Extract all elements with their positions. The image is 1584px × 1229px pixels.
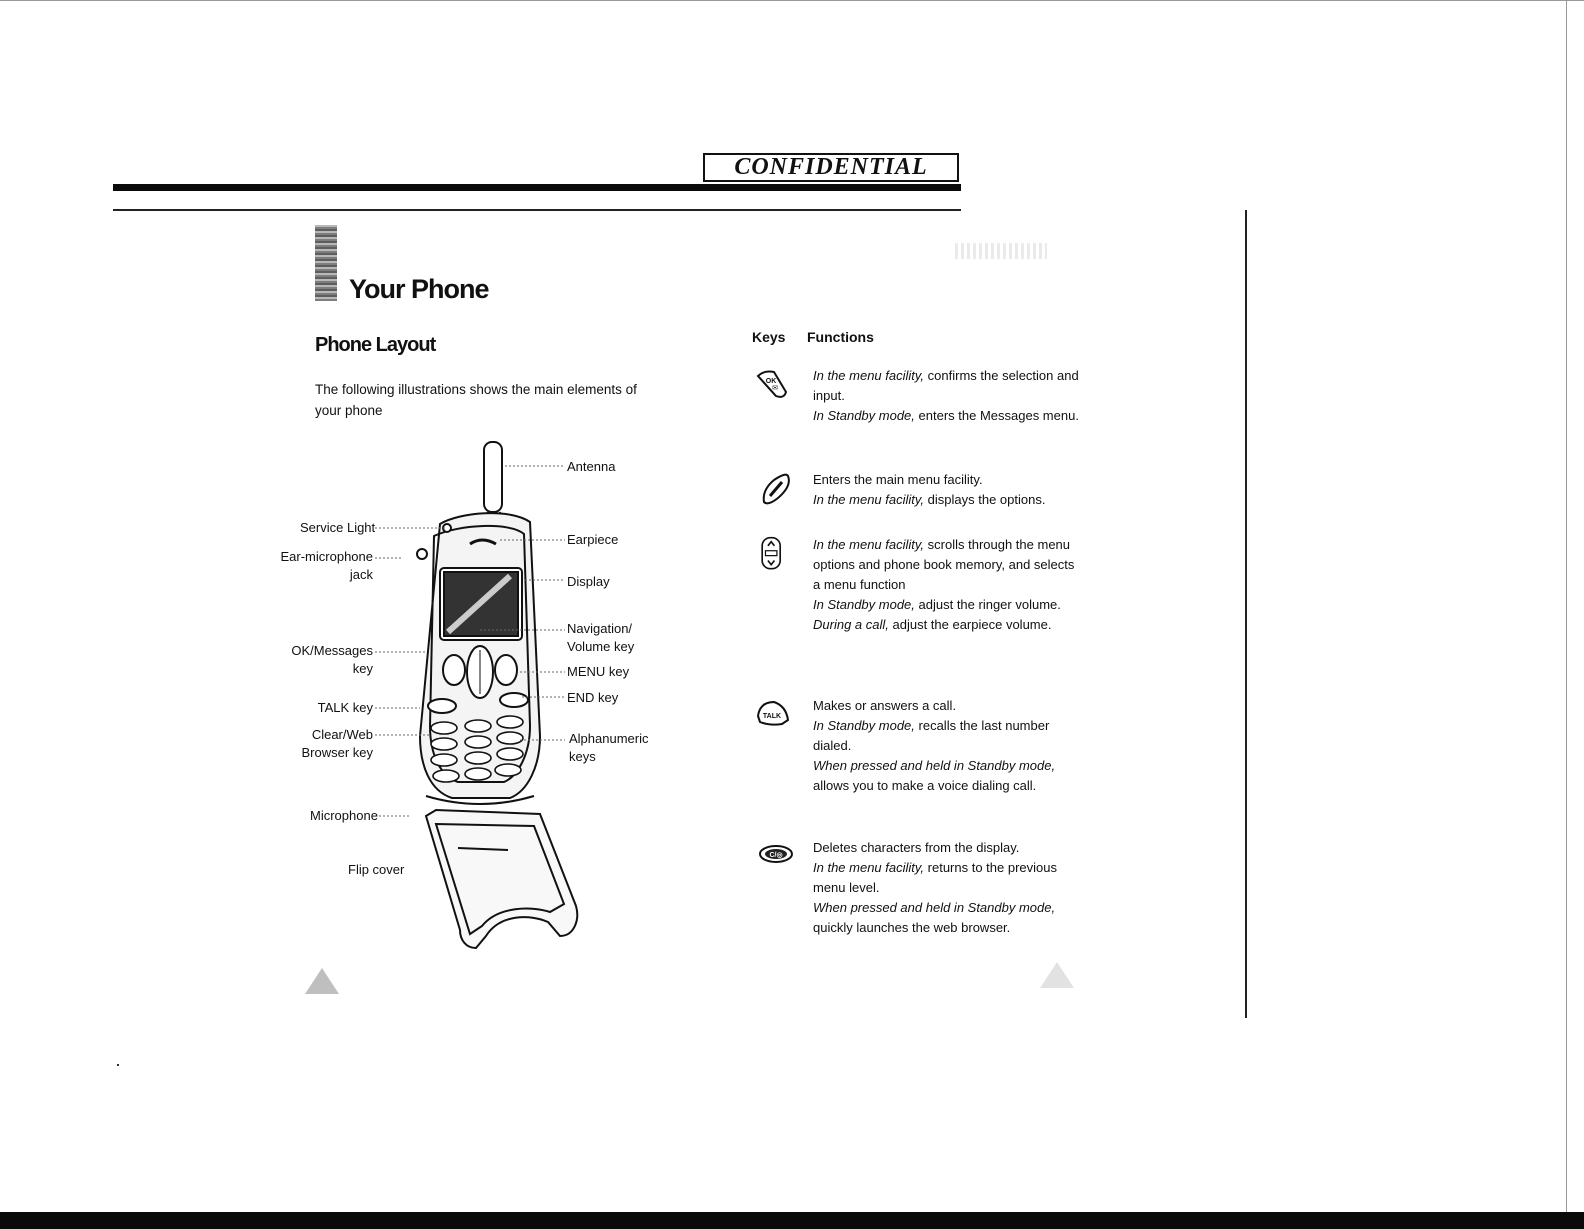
ok-key-glyph-line2: ✉ [772, 385, 778, 392]
label-nav-line1: Navigation/ [567, 621, 633, 636]
function-row-talk [813, 696, 1083, 796]
function-line: During a call, adjust the earpiece volume. [813, 617, 1052, 632]
label-talk-key: TALK key [317, 700, 373, 715]
page-title: Your Phone [349, 274, 489, 304]
function-row-menu [813, 470, 1083, 510]
label-flip-cover: Flip cover [348, 862, 405, 877]
section-subheading: Phone Layout [315, 334, 436, 356]
function-line: In Standby mode, adjust the ringer volume. [813, 597, 1061, 612]
label-ear-mic-line1: Ear-microphone [280, 549, 373, 564]
menu-key-icon [758, 472, 794, 508]
faint-triangle-icon [1040, 962, 1074, 988]
label-ok-line2: key [352, 661, 373, 676]
label-earpiece: Earpiece [567, 532, 619, 547]
scan-artifact [955, 243, 1047, 259]
header-rule-thick [113, 184, 961, 191]
intro-paragraph: The following illustrations shows the main elements of your phone [315, 382, 637, 418]
function-line: In the menu facility, displays the options. [813, 492, 1046, 507]
function-row-navigation [813, 535, 1083, 635]
clear-key-icon [758, 836, 794, 872]
scan-bottom-bar [0, 1212, 1584, 1229]
function-row-ok-messages [813, 366, 1083, 426]
talk-key-icon [754, 696, 790, 732]
label-microphone: Microphone [310, 808, 378, 823]
label-ear-mic-line2: jack [349, 567, 373, 582]
label-alpha-line2: keys [569, 749, 596, 764]
function-line: Enters the main menu facility. [813, 472, 983, 487]
ok-key-glyph-line1: OK [765, 378, 777, 385]
function-line: When pressed and held in Standby mode, allows you to make a voice dialing call. [813, 758, 1056, 793]
label-menu-key: MENU key [567, 664, 630, 679]
function-row-clear [813, 838, 1083, 938]
function-line: When pressed and held in Standby mode, quickly launches the web browser. [813, 900, 1056, 935]
function-line: In Standby mode, enters the Messages menu. [813, 408, 1079, 423]
talk-key-glyph: TALK [762, 713, 782, 720]
label-clear-line2: Browser key [301, 745, 373, 760]
function-line: In the menu facility, confirms the selection and input. [813, 368, 1079, 403]
table-header-keys: Keys [752, 329, 786, 345]
page-right-edge [1566, 0, 1567, 1212]
navigation-key-icon [754, 536, 790, 572]
label-ear-microphone-jack [280, 548, 373, 584]
label-clear-line1: Clear/Web [311, 727, 373, 742]
clear-key-glyph: C/◎ [769, 852, 783, 859]
label-nav-line2: Volume key [567, 639, 635, 654]
label-clear-web-browser-key [280, 726, 373, 762]
label-service-light: Service Light [300, 520, 376, 535]
table-header-functions: Functions [807, 329, 874, 345]
label-ok-line1: OK/Messages [291, 643, 373, 658]
page-top-edge [0, 0, 1584, 1]
confidential-stamp: CONFIDENTIAL [703, 153, 959, 182]
function-line: In Standby mode, recalls the last number dialed. [813, 718, 1050, 753]
label-antenna: Antenna [567, 459, 616, 474]
function-line: Makes or answers a call. [813, 698, 957, 713]
label-navigation-volume-key [567, 620, 634, 656]
label-display: Display [567, 574, 610, 589]
label-end-key: END key [567, 690, 619, 705]
label-alpha-line1: Alphanumeric [569, 731, 649, 746]
ok-messages-key-icon [754, 366, 790, 402]
header-rule-thin [113, 209, 961, 211]
function-line: In the menu facility, scrolls through the menu options and phone book memory, and selects a menu function [813, 537, 1075, 592]
scan-speck [117, 1064, 119, 1066]
margin-line [1245, 210, 1247, 1018]
function-line: In the menu facility, returns to the previous menu level. [813, 860, 1058, 895]
label-ok-messages-key [280, 642, 373, 678]
label-alphanumeric-keys [569, 730, 649, 766]
warning-triangle-icon [305, 968, 339, 994]
section-marker-bar [315, 225, 337, 301]
function-line: Deletes characters from the display. [813, 840, 1020, 855]
